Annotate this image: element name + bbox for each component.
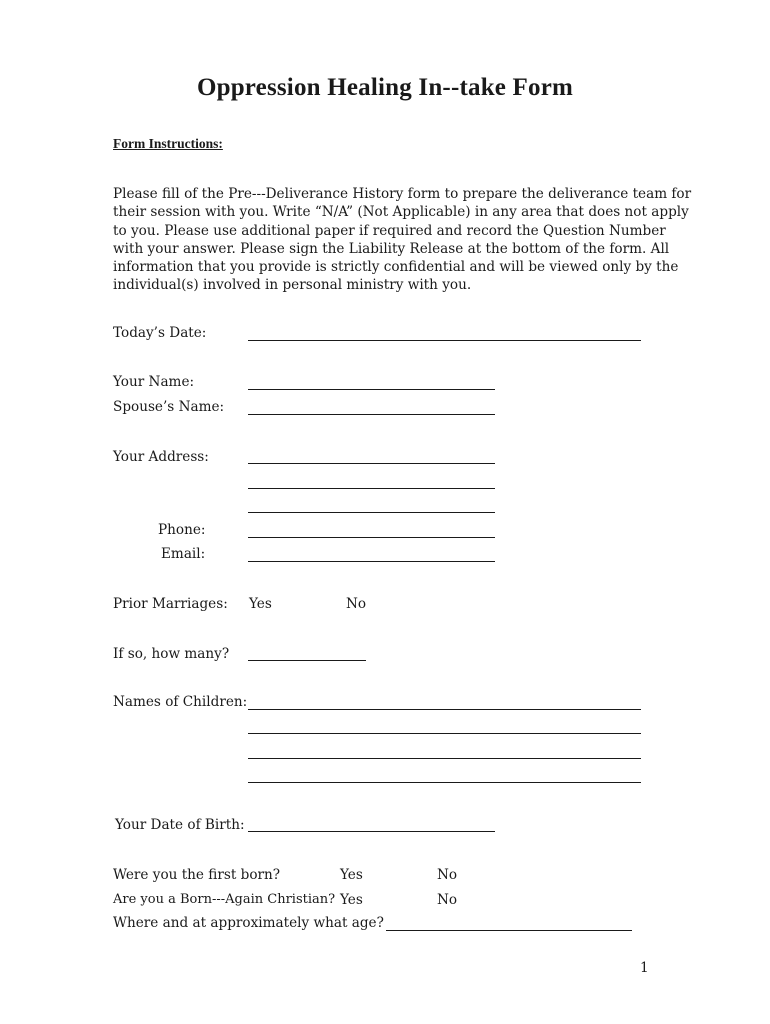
how-many-field[interactable]: [248, 660, 366, 661]
phone-field[interactable]: [248, 537, 495, 538]
todays-date-label: Today’s Date:: [113, 325, 207, 341]
email-field[interactable]: [248, 561, 495, 562]
prior-marriages-yes-option[interactable]: Yes: [249, 596, 272, 612]
children-field-line-1[interactable]: [248, 709, 641, 710]
children-field-line-3[interactable]: [248, 758, 641, 759]
how-many-label: If so, how many?: [113, 646, 230, 662]
instructions-line: to you. Please use additional paper if required and record the Question Number: [113, 222, 666, 239]
date-of-birth-label: Your Date of Birth:: [115, 817, 245, 833]
where-age-label: Where and at approximately what age?: [113, 915, 384, 931]
phone-label: Phone:: [158, 522, 206, 538]
your-name-label: Your Name:: [113, 374, 195, 390]
where-age-field[interactable]: [386, 930, 632, 931]
address-label: Your Address:: [113, 449, 209, 465]
first-born-yes-option[interactable]: Yes: [340, 867, 363, 883]
first-born-no-option[interactable]: No: [437, 867, 458, 883]
todays-date-field[interactable]: [248, 340, 641, 341]
children-field-line-2[interactable]: [248, 733, 641, 734]
prior-marriages-no-option[interactable]: No: [346, 596, 367, 612]
instructions-line: their session with you. Write “N/A” (Not Applicable) in any area that does not apply: [113, 204, 689, 221]
children-label: Names of Children:: [113, 694, 248, 710]
prior-marriages-label: Prior Marriages:: [113, 596, 228, 612]
spouse-name-field[interactable]: [248, 414, 495, 415]
form-title: Oppression Healing In--take Form: [196, 74, 574, 101]
address-field-line-2[interactable]: [248, 488, 495, 489]
born-again-yes-option[interactable]: Yes: [340, 892, 363, 908]
instructions-line: Please fill of the Pre---Deliverance History form to prepare the deliverance team for: [113, 186, 692, 202]
address-field-line-3[interactable]: [248, 512, 495, 513]
email-label: Email:: [161, 546, 206, 562]
spouse-name-label: Spouse’s Name:: [113, 399, 225, 415]
page-number: 1: [640, 960, 649, 976]
born-again-no-option[interactable]: No: [437, 892, 458, 908]
instructions-paragraph: [113, 185, 692, 295]
date-of-birth-field[interactable]: [248, 831, 495, 832]
first-born-label: Were you the first born?: [113, 867, 281, 883]
children-field-line-4[interactable]: [248, 782, 641, 783]
your-name-field[interactable]: [248, 389, 495, 390]
address-field-line-1[interactable]: [248, 463, 495, 464]
instructions-line: with your answer. Please sign the Liability Release at the bottom of the form. All: [113, 240, 670, 257]
instructions-heading: Form Instructions:: [113, 136, 223, 151]
instructions-line: individual(s) involved in personal ministry with you.: [113, 277, 472, 294]
born-again-label: Are you a Born---Again Christian?: [113, 892, 336, 907]
instructions-line: information that you provide is strictly confidential and will be viewed only by the: [113, 259, 679, 276]
